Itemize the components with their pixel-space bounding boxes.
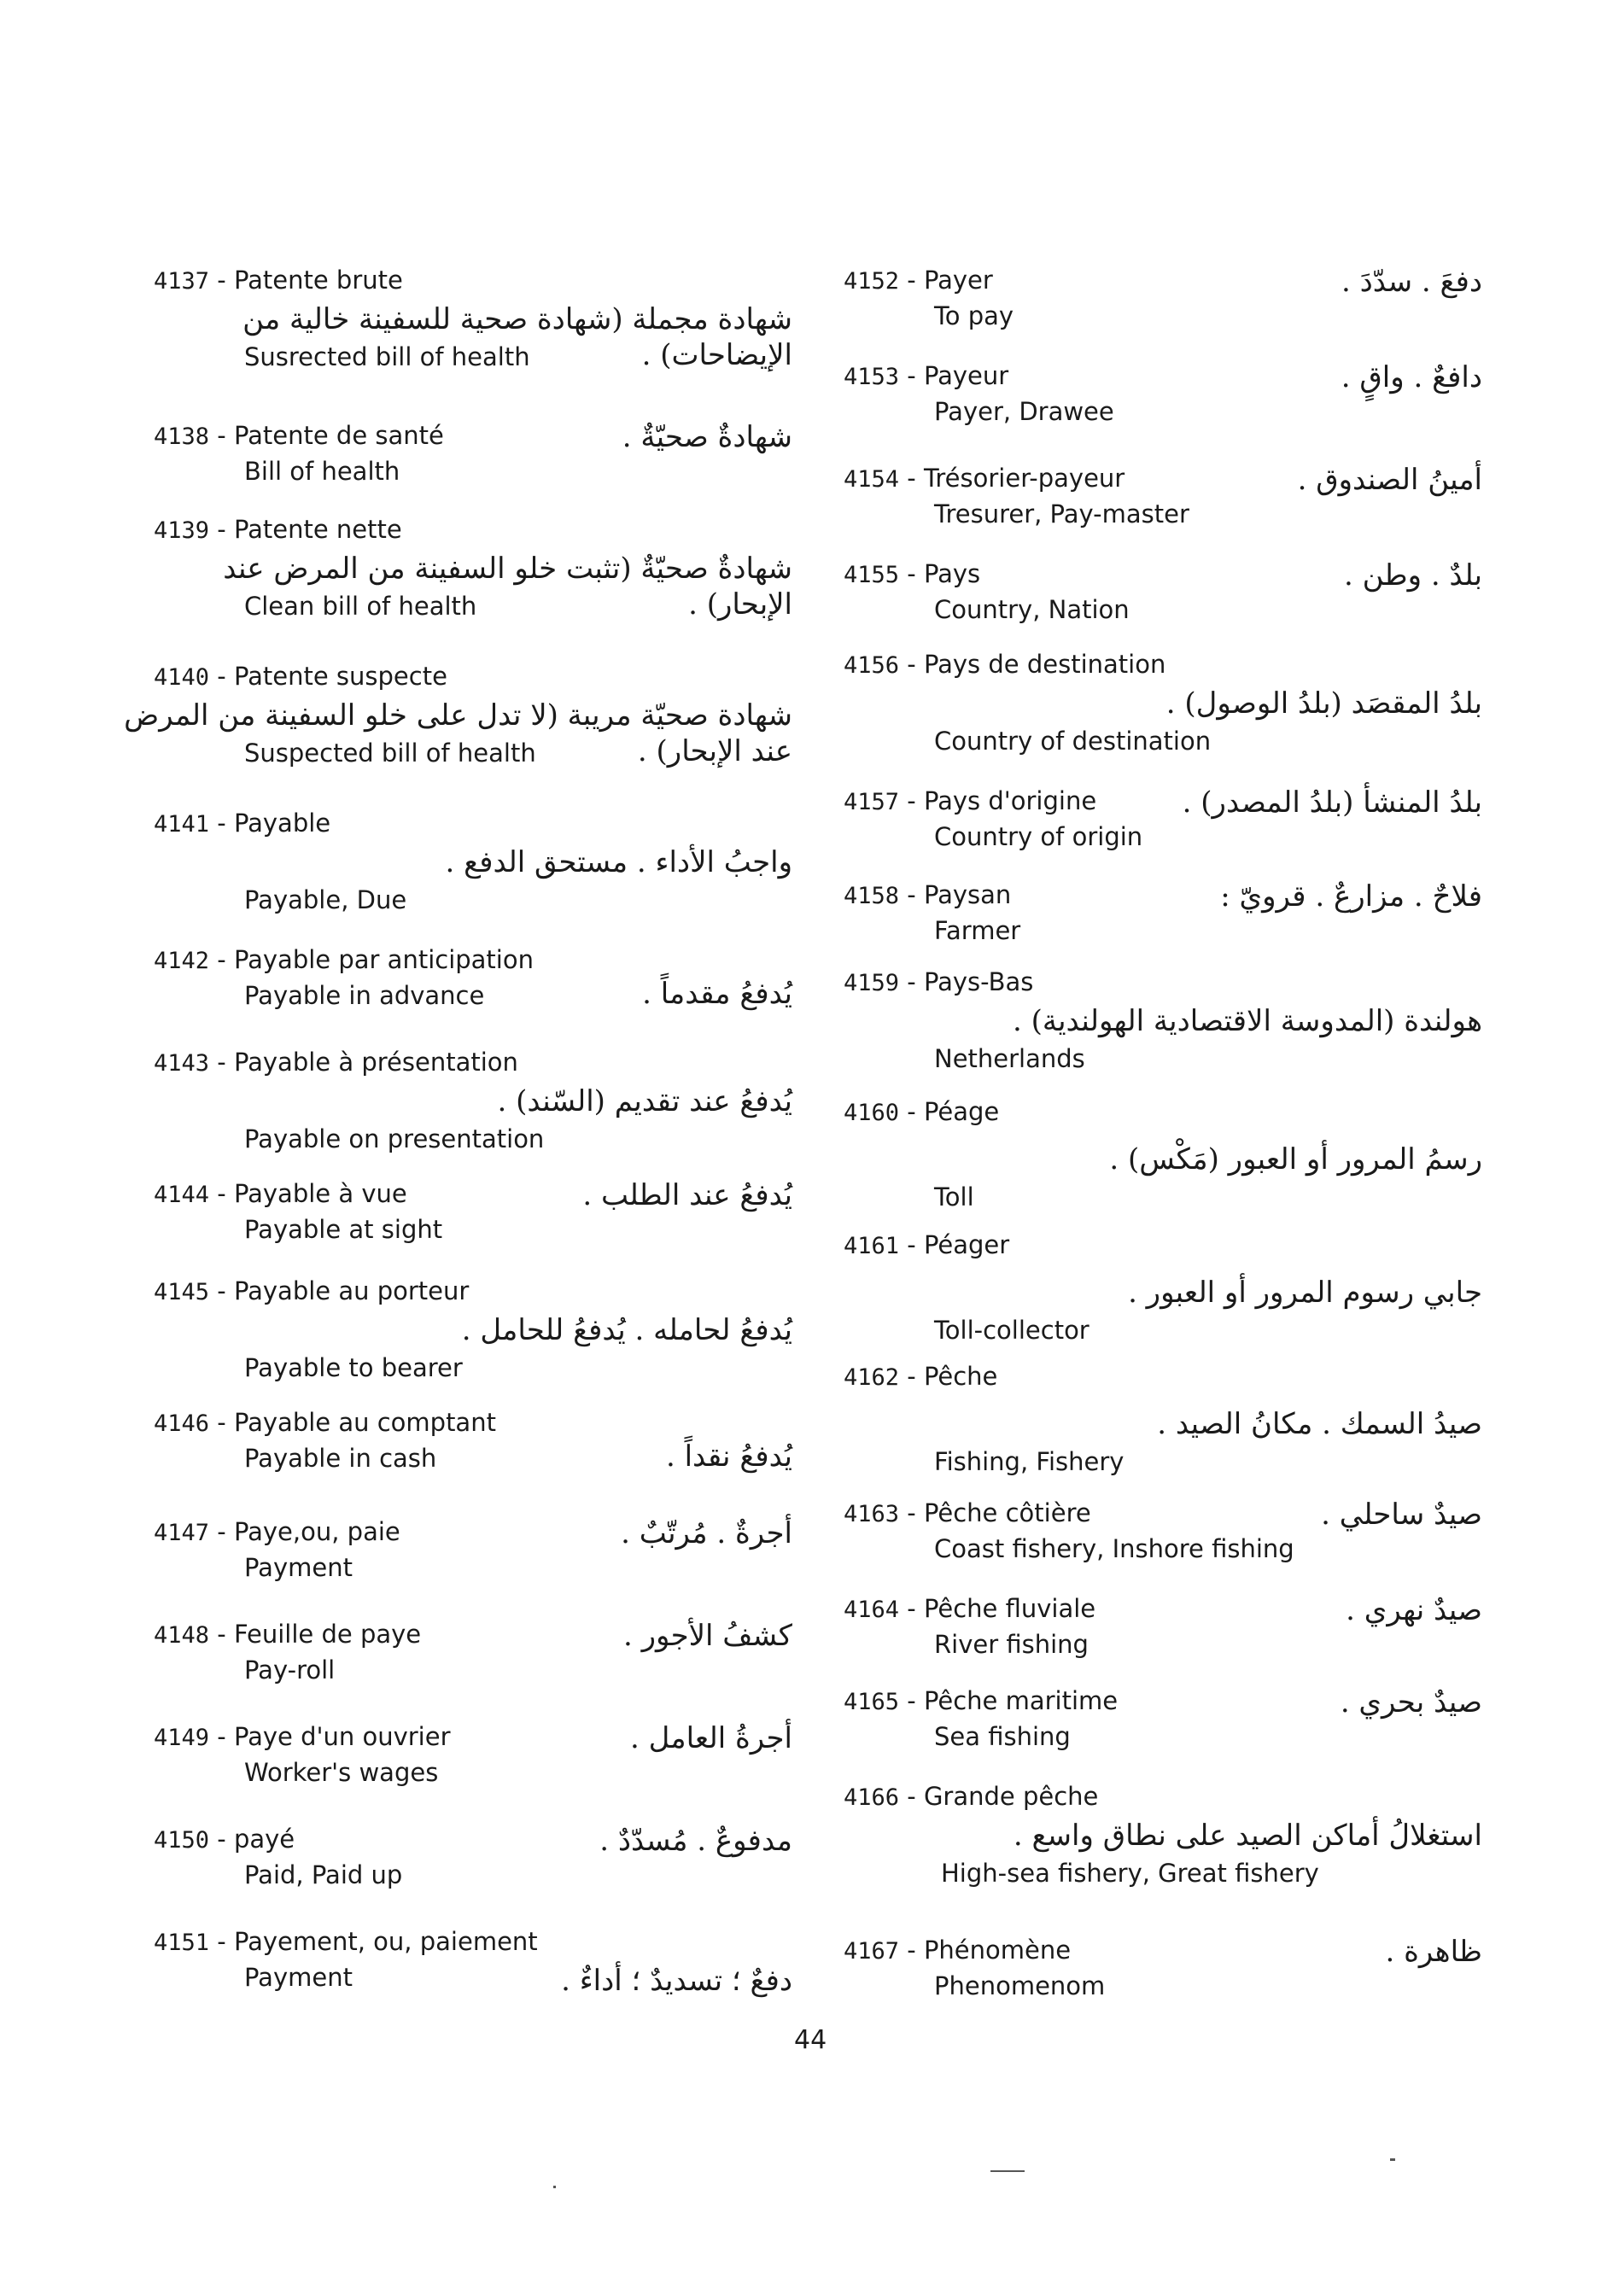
french-term: Payer — [923, 266, 993, 295]
english-translation: Toll-collector — [934, 1316, 1089, 1345]
entry-4150: 4150 - payé مدفوعٌ . مُسدّدٌ . Paid, Paid up — [154, 1822, 792, 1892]
english-translation: Farmer — [934, 916, 1021, 945]
entry-number: 4158 — [844, 883, 900, 909]
french-term: Paysan — [923, 880, 1012, 909]
english-translation: Payable in cash — [244, 1444, 437, 1473]
entry-number: 4162 — [844, 1364, 900, 1391]
arabic-translation: شهادةٌ صحيّةٌ (تثبت خلو السفينة من المرض عند — [223, 552, 792, 586]
entry-4161: 4161 - Péager جابي رسوم المرور أو العبور . Toll-collector — [844, 1228, 1482, 1347]
arabic-translation: يُدفعُ نقداً . — [665, 1439, 792, 1474]
entry-number: 4163 — [844, 1501, 900, 1527]
arabic-translation: أجرةُ العامل . — [630, 1721, 792, 1755]
arabic-translation: شهادةٌ صحيّةٌ . — [622, 420, 792, 454]
entry-4139: 4139 - Patente nette شهادةٌ صحيّةٌ (تثبت خلو السفينة من المرض عند Clean bill of health الإبحار) . — [154, 512, 792, 623]
entry-4163: 4163 - Pêche côtière صيدٌ ساحلي . Coast fishery, Inshore fishing — [844, 1496, 1482, 1566]
arabic-translation: بلدُ المقصَد (بلدُ الوصول) . — [1165, 686, 1482, 721]
french-term: payé — [233, 1825, 295, 1854]
english-translation: Payable to bearer — [244, 1353, 463, 1382]
entry-number: 4157 — [844, 789, 900, 815]
entry-4143: 4143 - Payable à présentation يُدفعُ عند تقديم (السّند) . Payable on presentation — [154, 1045, 792, 1156]
entry-4159: 4159 - Pays-Bas هولندة (المدوسة الاقتصادية الهولندية) . Netherlands — [844, 965, 1482, 1076]
arabic-translation: ظاهرة . — [1385, 1935, 1482, 1969]
english-translation: Sea fishing — [934, 1722, 1071, 1751]
french-term: Grande pêche — [923, 1782, 1099, 1811]
entry-number: 4147 — [154, 1520, 210, 1546]
entry-4166: 4166 - Grande pêche استغلالُ أماكن الصيد على نطاق واسع . High-sea fishery, Great fishery — [844, 1779, 1482, 1890]
french-term: Phénomène — [923, 1936, 1072, 1965]
entry-4141: 4141 - Payable واجبُ الأداء . مستحق الدفع . Payable, Due — [154, 806, 792, 917]
entry-number: 4149 — [154, 1725, 210, 1751]
entry-4167: 4167 - Phénomène ظاهرة . Phenomenom — [844, 1933, 1482, 2003]
entry-number: 4150 — [154, 1827, 210, 1854]
entry-number: 4139 — [154, 517, 210, 544]
entry-number: 4151 — [154, 1930, 210, 1956]
french-term: Payeur — [923, 361, 1009, 390]
arabic-translation: رسمُ المرور أو العبور (مَكْس) . — [1109, 1142, 1482, 1177]
entry-number: 4153 — [844, 364, 900, 390]
entry-number: 4167 — [844, 1938, 900, 1965]
french-term: Payement, ou, paiement — [233, 1927, 538, 1956]
entry-4147: 4147 - Paye,ou, paie أجرةٌ . مُرتّبٌ . Payment — [154, 1515, 792, 1585]
english-translation: Payable at sight — [244, 1215, 443, 1244]
arabic-translation-cont: الإبحار) . — [688, 587, 792, 622]
entry-number: 4137 — [154, 268, 210, 295]
scan-speck — [553, 2186, 556, 2188]
arabic-translation: شهادة مجملة (شهادة صحية للسفينة خالية من — [242, 302, 792, 336]
english-translation: Country, Nation — [934, 595, 1130, 624]
entry-4152: 4152 - Payer دفعَ . سدّدَ . To pay — [844, 263, 1482, 333]
arabic-translation: صيدٌ ساحلي . — [1321, 1498, 1482, 1532]
french-term: Trésorier-payeur — [923, 464, 1125, 493]
entry-4144: 4144 - Payable à vue يُدفعُ عند الطلب . Payable at sight — [154, 1177, 792, 1247]
arabic-translation: هولندة (المدوسة الاقتصادية الهولندية) . — [1012, 1004, 1482, 1038]
entry-number: 4164 — [844, 1597, 900, 1623]
french-term: Patente suspecte — [233, 662, 447, 691]
entry-4164: 4164 - Pêche fluviale صيدٌ نهري . River fishing — [844, 1591, 1482, 1661]
english-translation: Netherlands — [934, 1044, 1085, 1073]
entry-number: 4144 — [154, 1182, 210, 1208]
entry-4158: 4158 - Paysan فلاحٌ . مزارعٌ . قرويّ : Farmer — [844, 878, 1482, 948]
entry-4154: 4154 - Trésorier-payeur أمينُ الصندوق . Tresurer, Pay-master — [844, 461, 1482, 531]
entry-4137: 4137 - Patente brute شهادة مجملة (شهادة صحية للسفينة خالية من Susrected bill of health الإيضاحات) . — [154, 263, 792, 374]
french-term: Pêche fluviale — [923, 1594, 1096, 1623]
arabic-translation: يُدفعُ لحامله . يُدفعُ للحامل . — [461, 1313, 792, 1347]
entry-number: 4165 — [844, 1689, 900, 1715]
french-term: Payable à vue — [233, 1179, 407, 1208]
english-translation: To pay — [934, 301, 1014, 330]
entry-number: 4142 — [154, 948, 210, 974]
entry-number: 4166 — [844, 1784, 900, 1811]
arabic-translation: دفعَ . سدّدَ . — [1341, 265, 1482, 299]
english-translation: Payment — [244, 1963, 353, 1992]
entry-number: 4156 — [844, 652, 900, 679]
entry-4156: 4156 - Pays de destination بلدُ المقصَد (بلدُ الوصول) . Country of destination — [844, 647, 1482, 758]
english-translation: Tresurer, Pay-master — [934, 499, 1189, 528]
entry-number: 4141 — [154, 811, 210, 838]
french-term: Péager — [923, 1230, 1010, 1259]
arabic-translation: دفعٌ ؛ تسديدٌ ؛ أداءٌ . — [561, 1964, 792, 1998]
entry-4157: 4157 - Pays d'origine بلدُ المنشأ (بلدُ المصدر) . Country of origin — [844, 784, 1482, 854]
english-translation: Bill of health — [244, 457, 400, 486]
arabic-translation: واجبُ الأداء . مستحق الدفع . — [445, 845, 792, 879]
arabic-translation: صيدُ السمك . مكانُ الصيد . — [1157, 1407, 1482, 1441]
arabic-translation: أمينُ الصندوق . — [1297, 463, 1482, 497]
entry-4155: 4155 - Pays بلدٌ . وطن . Country, Nation — [844, 557, 1482, 627]
english-translation: Paid, Paid up — [244, 1860, 403, 1889]
french-term: Paye d'un ouvrier — [233, 1722, 451, 1751]
english-translation: River fishing — [934, 1630, 1089, 1659]
arabic-translation: يُدفعُ مقدماً . — [642, 977, 792, 1011]
french-term: Payable par anticipation — [233, 945, 534, 974]
entry-number: 4155 — [844, 562, 900, 588]
english-translation: Payable in advance — [244, 981, 485, 1010]
english-translation: Suspected bill of health — [244, 739, 536, 768]
arabic-translation: كشفُ الأجور . — [623, 1619, 792, 1653]
entry-4140: 4140 - Patente suspecte شهادة صحيّة مريبة (لا تدل على خلو السفينة من المرض Suspected bill of health عند الإبحار) . — [154, 659, 792, 770]
entry-4151: 4151 - Payement, ou, paiement دفعٌ ؛ تسديدٌ ؛ أداءٌ . Payment — [154, 1924, 792, 1994]
entry-4145: 4145 - Payable au porteur يُدفعُ لحامله . يُدفعُ للحامل . Payable to bearer — [154, 1274, 792, 1385]
english-translation: Payment — [244, 1553, 353, 1582]
arabic-translation: جابي رسوم المرور أو العبور . — [1128, 1276, 1482, 1310]
arabic-translation: دافعٌ . واقٍ . — [1341, 360, 1482, 394]
english-translation: Coast fishery, Inshore fishing — [934, 1534, 1294, 1563]
arabic-translation: بلدٌ . وطن . — [1344, 558, 1482, 593]
entry-4146: 4146 - Payable au comptant Payable in cash يُدفعُ نقداً . — [154, 1405, 792, 1475]
arabic-translation: يُدفعُ عند الطلب . — [582, 1178, 792, 1212]
entry-4162: 4162 - Pêche صيدُ السمك . مكانُ الصيد . Fishing, Fishery — [844, 1359, 1482, 1479]
french-term: Payable au comptant — [233, 1408, 496, 1437]
french-term: Pays d'origine — [923, 786, 1097, 815]
english-translation: Country of destination — [934, 727, 1212, 756]
arabic-translation: أجرةٌ . مُرتّبٌ . — [621, 1516, 792, 1550]
entry-number: 4159 — [844, 970, 900, 996]
arabic-translation: مدفوعٌ . مُسدّدٌ . — [599, 1824, 792, 1858]
arabic-translation-cont: عند الإبحار) . — [637, 734, 792, 768]
entry-number: 4146 — [154, 1410, 210, 1437]
entry-number: 4148 — [154, 1622, 210, 1649]
french-term: Patente brute — [233, 266, 403, 295]
arabic-translation: بلدُ المنشأ (بلدُ المصدر) . — [1182, 785, 1482, 820]
english-translation: Susrected bill of health — [244, 342, 530, 371]
french-term: Pêche — [923, 1362, 998, 1391]
arabic-translation: صيدٌ نهري . — [1346, 1593, 1482, 1627]
entry-4138: 4138 - Patente de santé شهادةٌ صحيّةٌ . Bill of health — [154, 418, 792, 488]
entry-4153: 4153 - Payeur دافعٌ . واقٍ . Payer, Drawee — [844, 359, 1482, 429]
french-term: Patente nette — [233, 515, 402, 544]
english-translation: High-sea fishery, Great fishery — [941, 1859, 1319, 1888]
french-term: Paye,ou, paie — [233, 1517, 400, 1546]
arabic-translation: يُدفعُ عند تقديم (السّند) . — [497, 1084, 792, 1118]
entry-number: 4138 — [154, 423, 210, 450]
entry-4149: 4149 - Paye d'un ouvrier أجرةُ العامل . Worker's wages — [154, 1720, 792, 1790]
french-term: Feuille de paye — [233, 1620, 422, 1649]
page-number: 44 — [794, 2025, 827, 2055]
english-translation: Pay-roll — [244, 1655, 336, 1685]
english-translation: Country of origin — [934, 822, 1143, 851]
french-term: Pêche maritime — [923, 1686, 1119, 1715]
entry-number: 4161 — [844, 1233, 900, 1259]
french-term: Péage — [923, 1097, 1000, 1126]
english-translation: Phenomenom — [934, 1971, 1106, 2000]
entry-number: 4160 — [844, 1100, 900, 1126]
scan-speck — [1390, 2158, 1395, 2161]
french-term: Payable au porteur — [233, 1276, 470, 1305]
entry-number: 4145 — [154, 1279, 210, 1305]
arabic-translation: صيدٌ بحري . — [1340, 1685, 1482, 1720]
english-translation: Worker's wages — [244, 1758, 439, 1787]
arabic-translation: استغلالُ أماكن الصيد على نطاق واسع . — [1013, 1819, 1482, 1853]
entry-4160: 4160 - Péage رسمُ المرور أو العبور (مَكْس) . Toll — [844, 1095, 1482, 1214]
arabic-translation: شهادة صحيّة مريبة (لا تدل على خلو السفينة من المرض — [124, 698, 792, 733]
entry-number: 4154 — [844, 466, 900, 493]
entry-4148: 4148 - Feuille de paye كشفُ الأجور . Pay-roll — [154, 1617, 792, 1687]
french-term: Pays — [923, 559, 981, 588]
scan-speck — [990, 2170, 1025, 2172]
entry-number: 4143 — [154, 1050, 210, 1077]
english-translation: Payable, Due — [244, 885, 407, 914]
english-translation: Fishing, Fishery — [934, 1447, 1125, 1476]
entry-number: 4140 — [154, 664, 210, 691]
french-term: Pays-Bas — [923, 967, 1034, 996]
english-translation: Payable on presentation — [244, 1124, 545, 1153]
english-translation: Clean bill of health — [244, 592, 477, 621]
french-term: Payable à présentation — [233, 1048, 518, 1077]
french-term: Payable — [233, 809, 331, 838]
english-translation: Payer, Drawee — [934, 397, 1114, 426]
entry-4142: 4142 - Payable par anticipation Payable in advance يُدفعُ مقدماً . — [154, 943, 792, 1013]
french-term: Pays de destination — [923, 650, 1166, 679]
arabic-translation: فلاحٌ . مزارعٌ . قرويّ : — [1220, 879, 1482, 914]
english-translation: Toll — [934, 1182, 974, 1212]
french-term: Patente de santé — [233, 421, 444, 450]
entry-4165: 4165 - Pêche maritime صيدٌ بحري . Sea fishing — [844, 1684, 1482, 1754]
arabic-translation-cont: الإيضاحات) . — [641, 338, 792, 372]
french-term: Pêche côtière — [923, 1498, 1091, 1527]
entry-number: 4152 — [844, 268, 900, 295]
